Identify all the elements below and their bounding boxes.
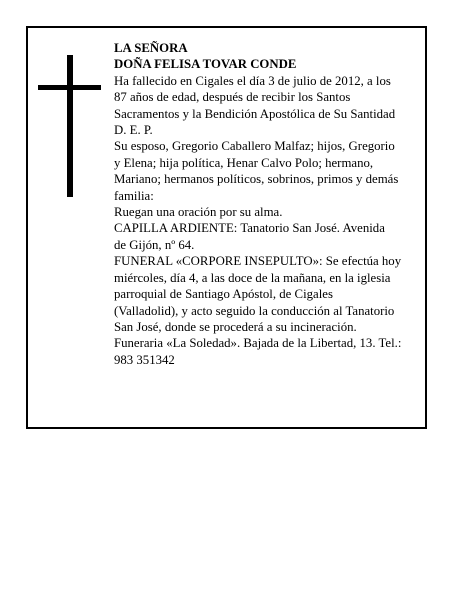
- obituary-heading-title: LA SEÑORA: [114, 41, 188, 55]
- obituary-line: D. E. P.: [114, 123, 153, 138]
- obituary-line: miércoles, día 4, a las doce de la mañana, en la iglesia: [114, 270, 391, 285]
- obituary-notice: [26, 26, 427, 429]
- obituary-line: San José, donde se procederá a su incineración.: [114, 319, 357, 334]
- cross-horizontal-bar: [38, 85, 101, 90]
- obituary-line: Ruegan una oración por su alma.: [114, 205, 283, 220]
- obituary-line: (Valladolid), y acto seguido la conducción al Tanatorio: [114, 303, 395, 318]
- obituary-line: y Elena; hija política, Henar Calvo Polo; hermano,: [114, 155, 374, 170]
- cross-vertical-bar: [67, 55, 73, 197]
- obituary-line: CAPILLA ARDIENTE: Tanatorio San José. Avenida: [114, 221, 385, 236]
- obituary-line: 87 años de edad, después de recibir los Santos: [114, 90, 351, 105]
- obituary-heading-name: DOÑA FELISA TOVAR CONDE: [114, 57, 297, 72]
- obituary-line: de Gijón, nº 64.: [114, 237, 195, 252]
- obituary-line: Funeraria «La Soledad». Bajada de la Libertad, 13. Tel.:: [114, 336, 402, 351]
- obituary-line: Mariano; hermanos políticos, sobrinos, primos y demás: [114, 172, 399, 187]
- obituary-line: Ha fallecido en Cigales el día 3 de julio de 2012, a los: [114, 73, 391, 88]
- obituary-line: Su esposo, Gregorio Caballero Malfaz; hijos, Gregorio: [114, 139, 395, 154]
- obituary-line: Sacramentos y la Bendición Apostólica de Su Santidad: [114, 106, 396, 121]
- obituary-line: 983 351342: [114, 352, 175, 367]
- obituary-line: FUNERAL «CORPORE INSEPULTO»: Se efectúa hoy: [114, 254, 402, 269]
- obituary-line: parroquial de Santiago Apóstol, de Cigales: [114, 287, 333, 302]
- obituary-line: familia:: [114, 188, 154, 203]
- obituary-text: [114, 40, 426, 368]
